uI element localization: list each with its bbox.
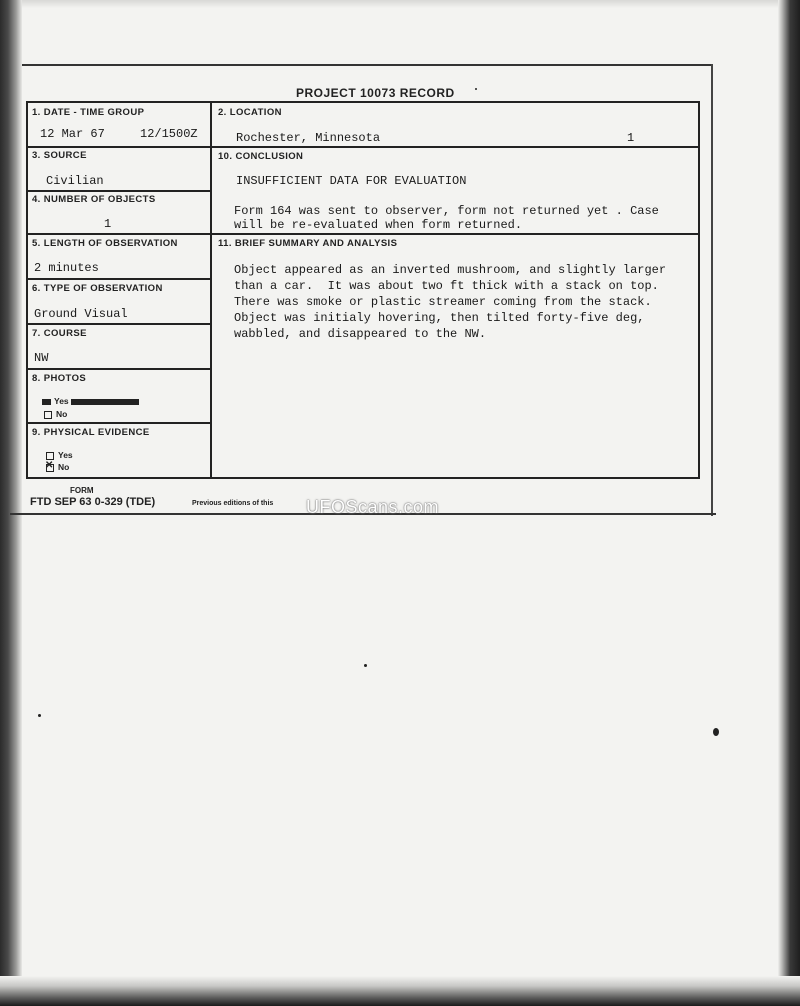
- row-divider: [26, 190, 211, 192]
- photos-yes-option: [42, 396, 139, 406]
- scan-edge-left: [0, 0, 22, 1006]
- photos-no-option: [44, 409, 67, 419]
- source-value: Civilian: [46, 174, 104, 188]
- row-divider: [26, 323, 211, 325]
- scan-speck: [38, 714, 41, 717]
- physical-evidence-label: 9. PHYSICAL EVIDENCE: [32, 427, 150, 438]
- evidence-yes-label: Yes: [58, 450, 73, 460]
- source-label: 3. SOURCE: [32, 150, 87, 161]
- location-label: 2. LOCATION: [218, 107, 282, 118]
- card-top-border: [22, 64, 712, 66]
- row-divider: [26, 233, 700, 235]
- date-time-group-label: 1. DATE - TIME GROUP: [32, 107, 145, 118]
- scan-edge-top: [0, 0, 800, 8]
- photos-no-label: No: [56, 409, 68, 419]
- scan-edge-bottom: [0, 976, 800, 1006]
- scan-speck: [364, 664, 367, 667]
- conclusion-label: 10. CONCLUSION: [218, 151, 304, 162]
- case-number: 1: [627, 131, 635, 145]
- row-divider: [26, 278, 211, 280]
- photos-label: 8. PHOTOS: [32, 373, 87, 384]
- scan-speck: [713, 728, 719, 736]
- course-label: 7. COURSE: [32, 328, 87, 339]
- scan-edge-right: [778, 0, 800, 1006]
- card-right-border: [711, 64, 713, 516]
- checkbox-icon: [44, 411, 52, 419]
- photos-yes-label: Yes: [54, 396, 69, 406]
- time-value: 12/1500Z: [140, 127, 198, 141]
- checkbox-icon: [46, 452, 54, 460]
- location-value: Rochester, Minnesota: [236, 131, 381, 145]
- type-of-observation-value: Ground Visual: [34, 307, 128, 321]
- checked-x-icon: ✕: [45, 459, 54, 471]
- previous-editions-note: Previous editions of this: [192, 500, 274, 507]
- summary-label: 11. BRIEF SUMMARY AND ANALYSIS: [218, 238, 398, 249]
- summary-text: Object appeared as an inverted mushroom, and slightly larger than a car. It was about two ft thick with a stack on top. There was smoke or plastic streamer coming from the stack. Object was initialy hovering, then tilted forty-five deg, wabbled, and disappeared to the NW.: [234, 263, 667, 341]
- form-label: FORM: [70, 486, 94, 495]
- type-of-observation-label: 6. TYPE OF OBSERVATION: [32, 283, 163, 294]
- number-of-objects-value: 1: [104, 217, 112, 231]
- conclusion-note-line1: Form 164 was sent to observer, form not returned yet . Case: [234, 204, 659, 218]
- row-divider: [26, 422, 211, 424]
- course-value: NW: [34, 351, 49, 365]
- watermark: UFOScans.com: [306, 497, 440, 517]
- form-id: FTD SEP 63 0-329 (TDE): [30, 496, 156, 508]
- redaction-bar: [71, 399, 139, 405]
- conclusion-value: INSUFFICIENT DATA FOR EVALUATION: [236, 174, 467, 188]
- evidence-no-option: [45, 459, 70, 472]
- length-of-observation-value: 2 minutes: [34, 261, 99, 275]
- conclusion-note-line2: will be re-evaluated when form returned.: [234, 218, 523, 232]
- date-value: 12 Mar 67: [40, 127, 105, 141]
- evidence-yes-option: [46, 450, 73, 460]
- checked-mark-icon: [42, 399, 51, 405]
- length-of-observation-label: 5. LENGTH OF OBSERVATION: [32, 238, 178, 249]
- row-divider: [26, 146, 700, 148]
- number-of-objects-label: 4. NUMBER OF OBJECTS: [32, 194, 156, 205]
- evidence-no-label: No: [58, 462, 70, 472]
- scan-speck: [475, 88, 477, 90]
- row-divider: [26, 368, 211, 370]
- record-title: PROJECT 10073 RECORD: [296, 86, 455, 100]
